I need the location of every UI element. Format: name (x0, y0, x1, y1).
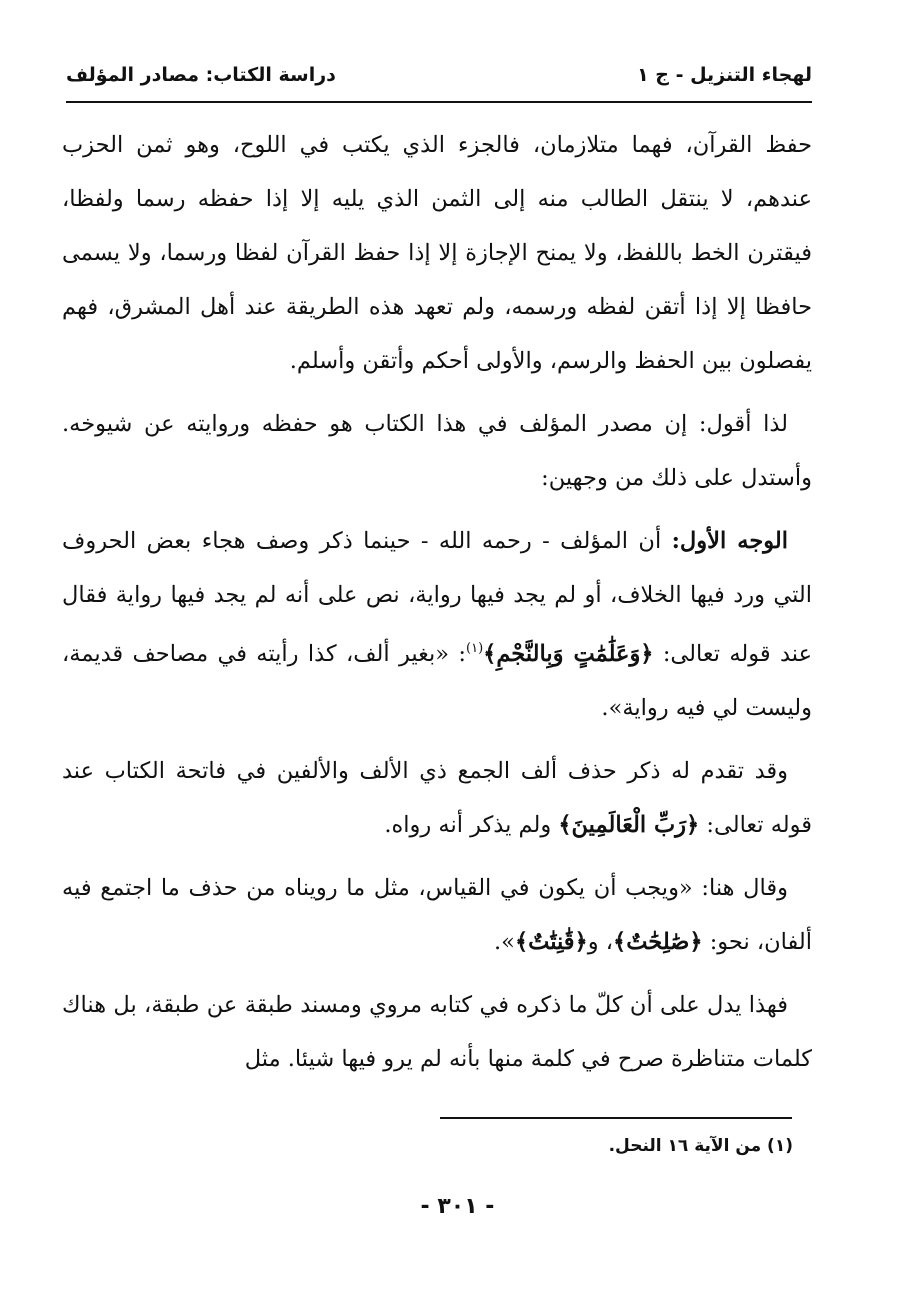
footnote: (١) من الآية ١٦ النحل. (608, 1136, 793, 1156)
quran-quote-4: ﴿قَٰنِتَٰتٌ﴾ (514, 929, 588, 955)
quran-quote-3: ﴿صَٰلِحَٰتٌ﴾ (613, 929, 703, 955)
paragraph-4-text-b: ولم يذكر أنه رواه. (384, 812, 559, 838)
main-text (62, 118, 812, 1095)
paragraph-5-text-a: وقال هنا: «ويجب أن يكون في القياس، مثل ما رويناه من حذف ما اجتمع فيه ألفان، نحو: (62, 875, 812, 955)
paragraph-5-text-b: ». (494, 929, 515, 955)
header-book-title: لهجاء التنزيل - ج ١ (637, 64, 812, 86)
running-header (66, 58, 812, 98)
paragraph-3-text-b: : «بغير ألف، كذا رأيته في مصاحف قديمة، وليست لي فيه رواية». (62, 641, 812, 721)
footnote-divider (440, 1117, 792, 1119)
quran-quote-2: ﴿رَبِّ الْعَالَمِينَ﴾ (558, 812, 700, 838)
quran-quote-1: ﴿وَعَلَٰمَٰتٍ وَبِالنَّجْمِ﴾ (483, 641, 654, 667)
footnote-ref: (١) (466, 641, 484, 656)
paragraph-6: فهذا يدل على أن كلّ ما ذكره في كتابه مروي ومسند طبقة عن طبقة، بل هناك كلمات متناظرة صرح في كلمة منها بأنه لم يرو فيها شيئا. مثل (62, 992, 812, 1072)
paragraph-4-text-a: وقد تقدم له ذكر حذف ألف الجمع ذي الألف والألفين في فاتحة الكتاب عند قوله تعالى: (62, 758, 812, 838)
paragraph-1: حفظ القرآن، فهما متلازمان، فالجزء الذي يكتب في اللوح، وهو ثمن الحزب عندهم، لا ينتقل الطالب منه إلى الثمن الذي يليه إلا إذا حفظه رسما ولفظا، فيقترن الخط باللفظ، ولا يمنح الإجازة إلا إذا حفظ القرآن لفظا ورسما، ولا يسمى حافظا إلا إذا أتقن لفظه ورسمه، ولم تعهد هذه الطريقة عند أهل المشرق، فهم يفصلون بين الحفظ والرسم، والأولى أحكم وأتقن وأسلم. (62, 132, 812, 374)
paragraph-2: لذا أقول: إن مصدر المؤلف في هذا الكتاب هو حفظه وروايته عن شيوخه. وأستدل على ذلك من وجهين: (62, 411, 812, 491)
header-divider (66, 101, 812, 103)
header-section-title: دراسة الكتاب: مصادر المؤلف (66, 64, 336, 86)
paragraph-3 (62, 514, 812, 735)
paragraph-3-lead: الوجه الأول: (671, 528, 788, 554)
paragraph-3-text-a: أن المؤلف - رحمه الله - حينما ذكر وصف هجاء بعض الحروف التي ورد فيها الخلاف، أو لم يجد فيها رواية، نص على أنه لم يجد فيها رواية فقال عند قوله تعالى: (62, 528, 812, 667)
page-number: - ٣٠١ - (420, 1194, 495, 1219)
paragraph-4 (62, 744, 812, 852)
paragraph-5 (62, 861, 812, 969)
paragraph-5-text-mid: ، و (587, 929, 614, 955)
